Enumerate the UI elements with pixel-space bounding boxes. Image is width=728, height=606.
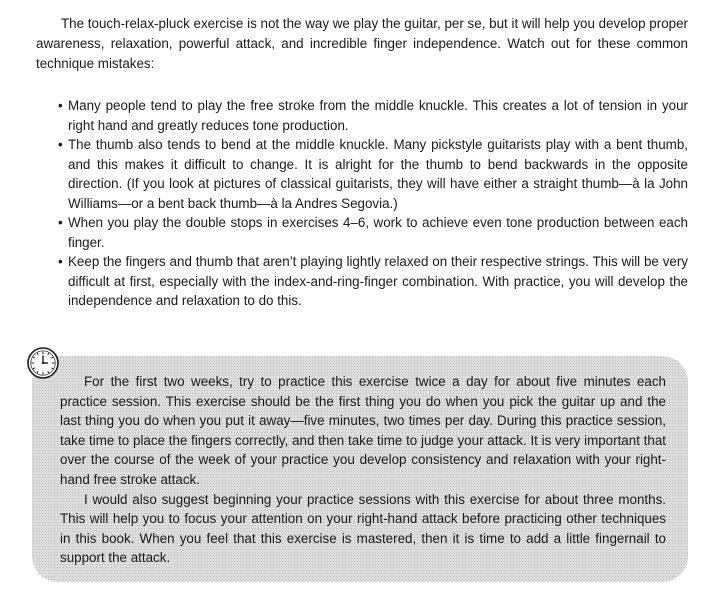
tip-paragraph: For the first two weeks, try to practice this exercise twice a day for about five minutes each practice session. This exercise should be the first thing you do when you pick the guitar up and the last thing you do when you put it away—five minutes, two times per day. During this practice session, take time to place the fingers correctly, and then take time to judge your attack. It is very important that over the course of the week of your practice you develop consistency and relaxation with your right-hand free stroke attack.: [60, 374, 666, 487]
technique-mistakes-list: [58, 96, 688, 311]
clock-icon: [26, 346, 60, 380]
list-item: • Keep the fingers and thumb that aren’t playing lightly relaxed on their respective strings. This will be very difficult at first, especially with the index-and-ring-finger combination. With practice, you will develop the independence and relaxation to do this.: [58, 252, 688, 311]
list-item: • The thumb also tends to bend at the middle knuckle. Many pickstyle guitarists play with a bent thumb, and this makes it difficult to change. It is alright for the thumb to bend backwards in the opposite direction. (If you look at pictures of classical guitarists, they will have either a straight thumb—à la John Williams—or a bent back thumb—à la Andres Segovia.): [58, 135, 688, 213]
list-item: • When you play the double stops in exercises 4–6, work to achieve even tone production between each finger.: [58, 213, 688, 252]
list-item: • Many people tend to play the free stroke from the middle knuckle. This creates a lot of tension in your right hand and greatly reduces tone production.: [58, 96, 688, 135]
intro-paragraph: The touch-relax-pluck exercise is not the way we play the guitar, per se, but it will help you develop proper awareness, relaxation, powerful attack, and incredible finger independence. Watch out for these common technique mistakes:: [36, 16, 688, 71]
tip-paragraph: I would also suggest beginning your practice sessions with this exercise for about three months. This will help you to focus your attention on your right-hand attack before practicing other techniques in this book. When you feel that this exercise is mastered, then it is time to add a little fingernail to support the attack.: [60, 491, 666, 566]
practice-tip-text: [60, 372, 666, 568]
